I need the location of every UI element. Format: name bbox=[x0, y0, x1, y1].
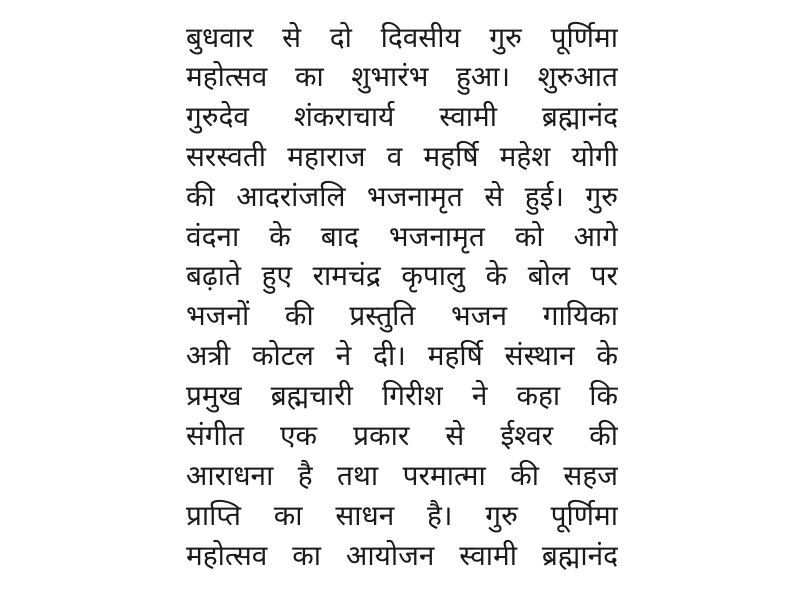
article-column bbox=[186, 0, 618, 597]
article-line-12: आराधना है तथा परमात्मा की सहज bbox=[186, 459, 618, 492]
article-line-5: की आदरांजलि भजनामृत से हुई। गुरु bbox=[186, 180, 618, 213]
article-line-8: भजनों की प्रस्तुति भजन गायिका bbox=[186, 299, 618, 332]
article-line-3: गुरुदेव शंकराचार्य स्वामी ब्रह्मानंद bbox=[186, 100, 618, 133]
article-line-13: प्राप्ति का साधन है। गुरु पूर्णिमा bbox=[186, 499, 618, 532]
article-line-7: बढ़ाते हुए रामचंद्र कृपालु के बोल पर bbox=[186, 259, 618, 292]
article-line-10: प्रमुख ब्रह्मचारी गिरीश ने कहा कि bbox=[186, 379, 618, 412]
article-line-14: महोत्सव का आयोजन स्वामी ब्रह्मानंद bbox=[186, 539, 618, 572]
article-line-11: संगीत एक प्रकार से ईश्वर की bbox=[186, 419, 618, 452]
article-line-9: अत्री कोटल ने दी। महर्षि संस्थान के bbox=[186, 339, 618, 372]
article-line-2: महोत्सव का शुभारंभ हुआ। शुरुआत bbox=[186, 60, 618, 93]
article-line-6: वंदना के बाद भजनामृत को आगे bbox=[186, 220, 618, 253]
article-line-1: बुधवार से दो दिवसीय गुरु पूर्णिमा bbox=[186, 21, 618, 54]
article-line-4: सरस्वती महाराज व महर्षि महेश योगी bbox=[186, 140, 618, 173]
